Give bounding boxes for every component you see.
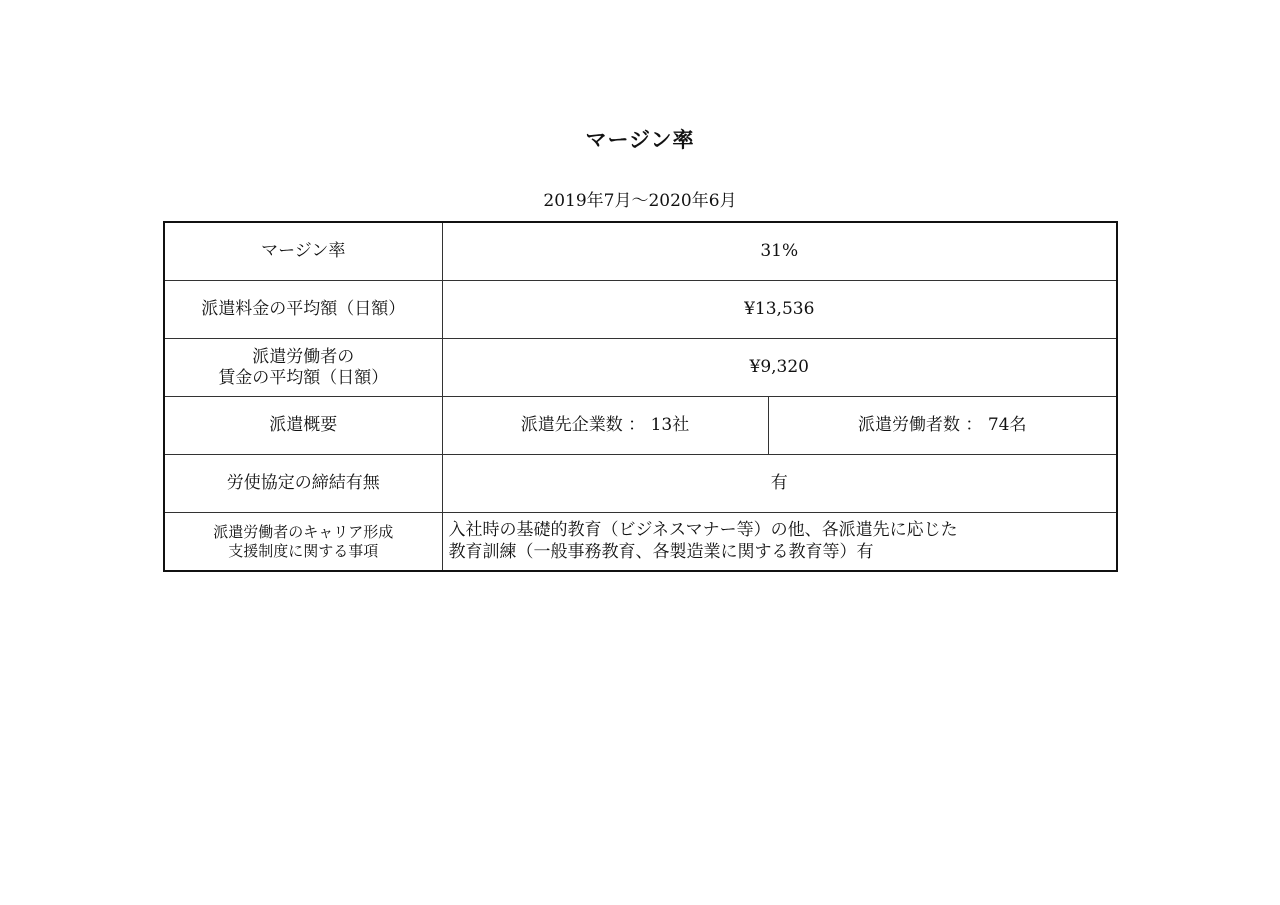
avg-wage-label-line1: 派遣労働者の [252,347,355,368]
overview-label: 派遣概要 [164,397,442,455]
avg-wage-label-line2: 賃金の平均額（日額） [218,367,389,388]
table-row-career [164,513,1117,572]
career-value [442,513,1117,572]
margin-rate-table [163,221,1118,572]
career-label [164,513,442,572]
overview-workers: 派遣労働者数 ： 74名 [768,397,1117,455]
table-row-labor-agreement [164,455,1117,513]
margin-rate-value: 31% [442,222,1117,281]
labor-agreement-label: 労使協定の締結有無 [164,455,442,513]
table-row-margin-rate [164,222,1117,281]
career-label-line2: 支援制度に関する事項 [228,541,379,560]
labor-agreement-value: 有 [442,455,1117,513]
page-title: マージン率 [585,128,695,152]
overview-clients: 派遣先企業数 ： 13社 [442,397,768,455]
avg-wage-label [164,339,442,397]
period-range: 2019年7月～2020年6月 [543,191,737,211]
table-row-avg-wage [164,339,1117,397]
career-label-line1: 派遣労働者のキャリア形成 [213,522,394,541]
avg-wage-value: ¥9,320 [442,339,1117,397]
margin-rate-label: マージン率 [164,222,442,281]
career-value-line2: 教育訓練（一般事務教育、各製造業に関する教育等）有 [448,541,874,562]
avg-fee-value: ¥13,536 [442,281,1117,339]
avg-fee-label: 派遣料金の平均額（日額） [164,281,442,339]
table-row-overview [164,397,1117,455]
table-row-avg-fee [164,281,1117,339]
career-value-line1: 入社時の基礎的教育（ビジネスマナー等）の他、各派遣先に応じた [448,520,958,541]
